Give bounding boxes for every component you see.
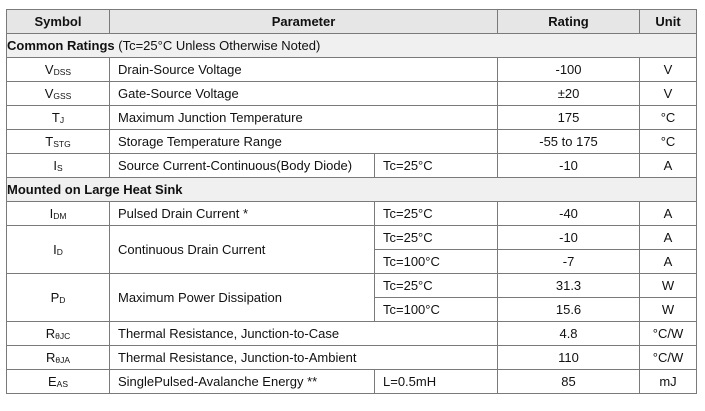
condition-cell: Tc=100°C [375, 250, 498, 274]
table-row [7, 58, 697, 82]
symbol-cell: $V_{DSS}$ [7, 58, 110, 82]
rating-cell: -100 [498, 58, 640, 82]
parameter-cell: Source Current-Continuous(Body Diode) [110, 154, 375, 178]
symbol-cell: $E_{AS}$ [7, 370, 110, 394]
rating-cell: -7 [498, 250, 640, 274]
header-symbol: Symbol [7, 10, 110, 34]
unit-cell: W [640, 274, 697, 298]
parameter-cell: Thermal Resistance, Junction-to-Case [110, 322, 498, 346]
unit-cell: °C/W [640, 346, 697, 370]
unit-cell: °C [640, 130, 697, 154]
condition-cell: Tc=25°C [375, 202, 498, 226]
parameter-cell: Continuous Drain Current [110, 226, 375, 274]
symbol-cell: $R_{\theta JC}$ [7, 322, 110, 346]
parameter-cell: Maximum Junction Temperature [110, 106, 498, 130]
header-rating: Rating [498, 10, 640, 34]
symbol-cell: $P_D$ [7, 274, 110, 322]
unit-cell: V [640, 82, 697, 106]
rating-cell: 31.3 [498, 274, 640, 298]
condition-cell: Tc=100°C [375, 298, 498, 322]
condition-cell: L=0.5mH [375, 370, 498, 394]
rating-cell: 110 [498, 346, 640, 370]
unit-cell: A [640, 226, 697, 250]
rating-cell: ±20 [498, 82, 640, 106]
symbol-cell: $I_S$ [7, 154, 110, 178]
rating-cell: 15.6 [498, 298, 640, 322]
condition-cell: Tc=25°C [375, 154, 498, 178]
rating-cell: 175 [498, 106, 640, 130]
parameter-cell: Pulsed Drain Current * [110, 202, 375, 226]
symbol-cell: $I_{DM}$ [7, 202, 110, 226]
parameter-cell: Thermal Resistance, Junction-to-Ambient [110, 346, 498, 370]
parameter-cell: Maximum Power Dissipation [110, 274, 375, 322]
table-row [7, 202, 697, 226]
condition-cell: Tc=25°C [375, 226, 498, 250]
symbol-cell: $R_{\theta JA}$ [7, 346, 110, 370]
section-note: (Tc=25°C Unless Otherwise Noted) [114, 37, 321, 53]
condition-cell: Tc=25°C [375, 274, 498, 298]
rating-cell: 4.8 [498, 322, 640, 346]
symbol-cell: $V_{GSS}$ [7, 82, 110, 106]
parameter-cell: Gate-Source Voltage [110, 82, 498, 106]
table-row [7, 346, 697, 370]
rating-cell: 85 [498, 370, 640, 394]
table-row [7, 130, 697, 154]
unit-cell: °C/W [640, 322, 697, 346]
unit-cell: W [640, 298, 697, 322]
rating-cell: -10 [498, 154, 640, 178]
symbol-cell: $I_D$ [7, 226, 110, 274]
unit-cell: mJ [640, 370, 697, 394]
section-title-heat-sink: Mounted on Large Heat Sink [7, 178, 697, 202]
table-row [7, 274, 697, 298]
table-row [7, 370, 697, 394]
table-header-row [7, 10, 697, 34]
unit-cell: V [640, 58, 697, 82]
section-title-common-ratings: Common Ratings (Tc=25°C Unless Otherwise Noted) [7, 34, 697, 58]
parameter-cell: Drain-Source Voltage [110, 58, 498, 82]
section-row-heat-sink [7, 178, 697, 202]
section-row-common-ratings [7, 34, 697, 58]
table-row [7, 106, 697, 130]
unit-cell: A [640, 154, 697, 178]
table-row [7, 154, 697, 178]
table-row [7, 226, 697, 250]
symbol-cell: $T_J$ [7, 106, 110, 130]
table-row [7, 82, 697, 106]
rating-cell: -10 [498, 226, 640, 250]
parameter-cell: Storage Temperature Range [110, 130, 498, 154]
symbol-cell: $T_{STG}$ [7, 130, 110, 154]
parameter-cell: SinglePulsed-Avalanche Energy ** [110, 370, 375, 394]
absolute-max-ratings-table [6, 9, 697, 394]
header-unit: Unit [640, 10, 697, 34]
unit-cell: A [640, 202, 697, 226]
rating-cell: -55 to 175 [498, 130, 640, 154]
unit-cell: A [640, 250, 697, 274]
rating-cell: -40 [498, 202, 640, 226]
header-parameter: Parameter [110, 10, 498, 34]
table-row [7, 322, 697, 346]
unit-cell: °C [640, 106, 697, 130]
